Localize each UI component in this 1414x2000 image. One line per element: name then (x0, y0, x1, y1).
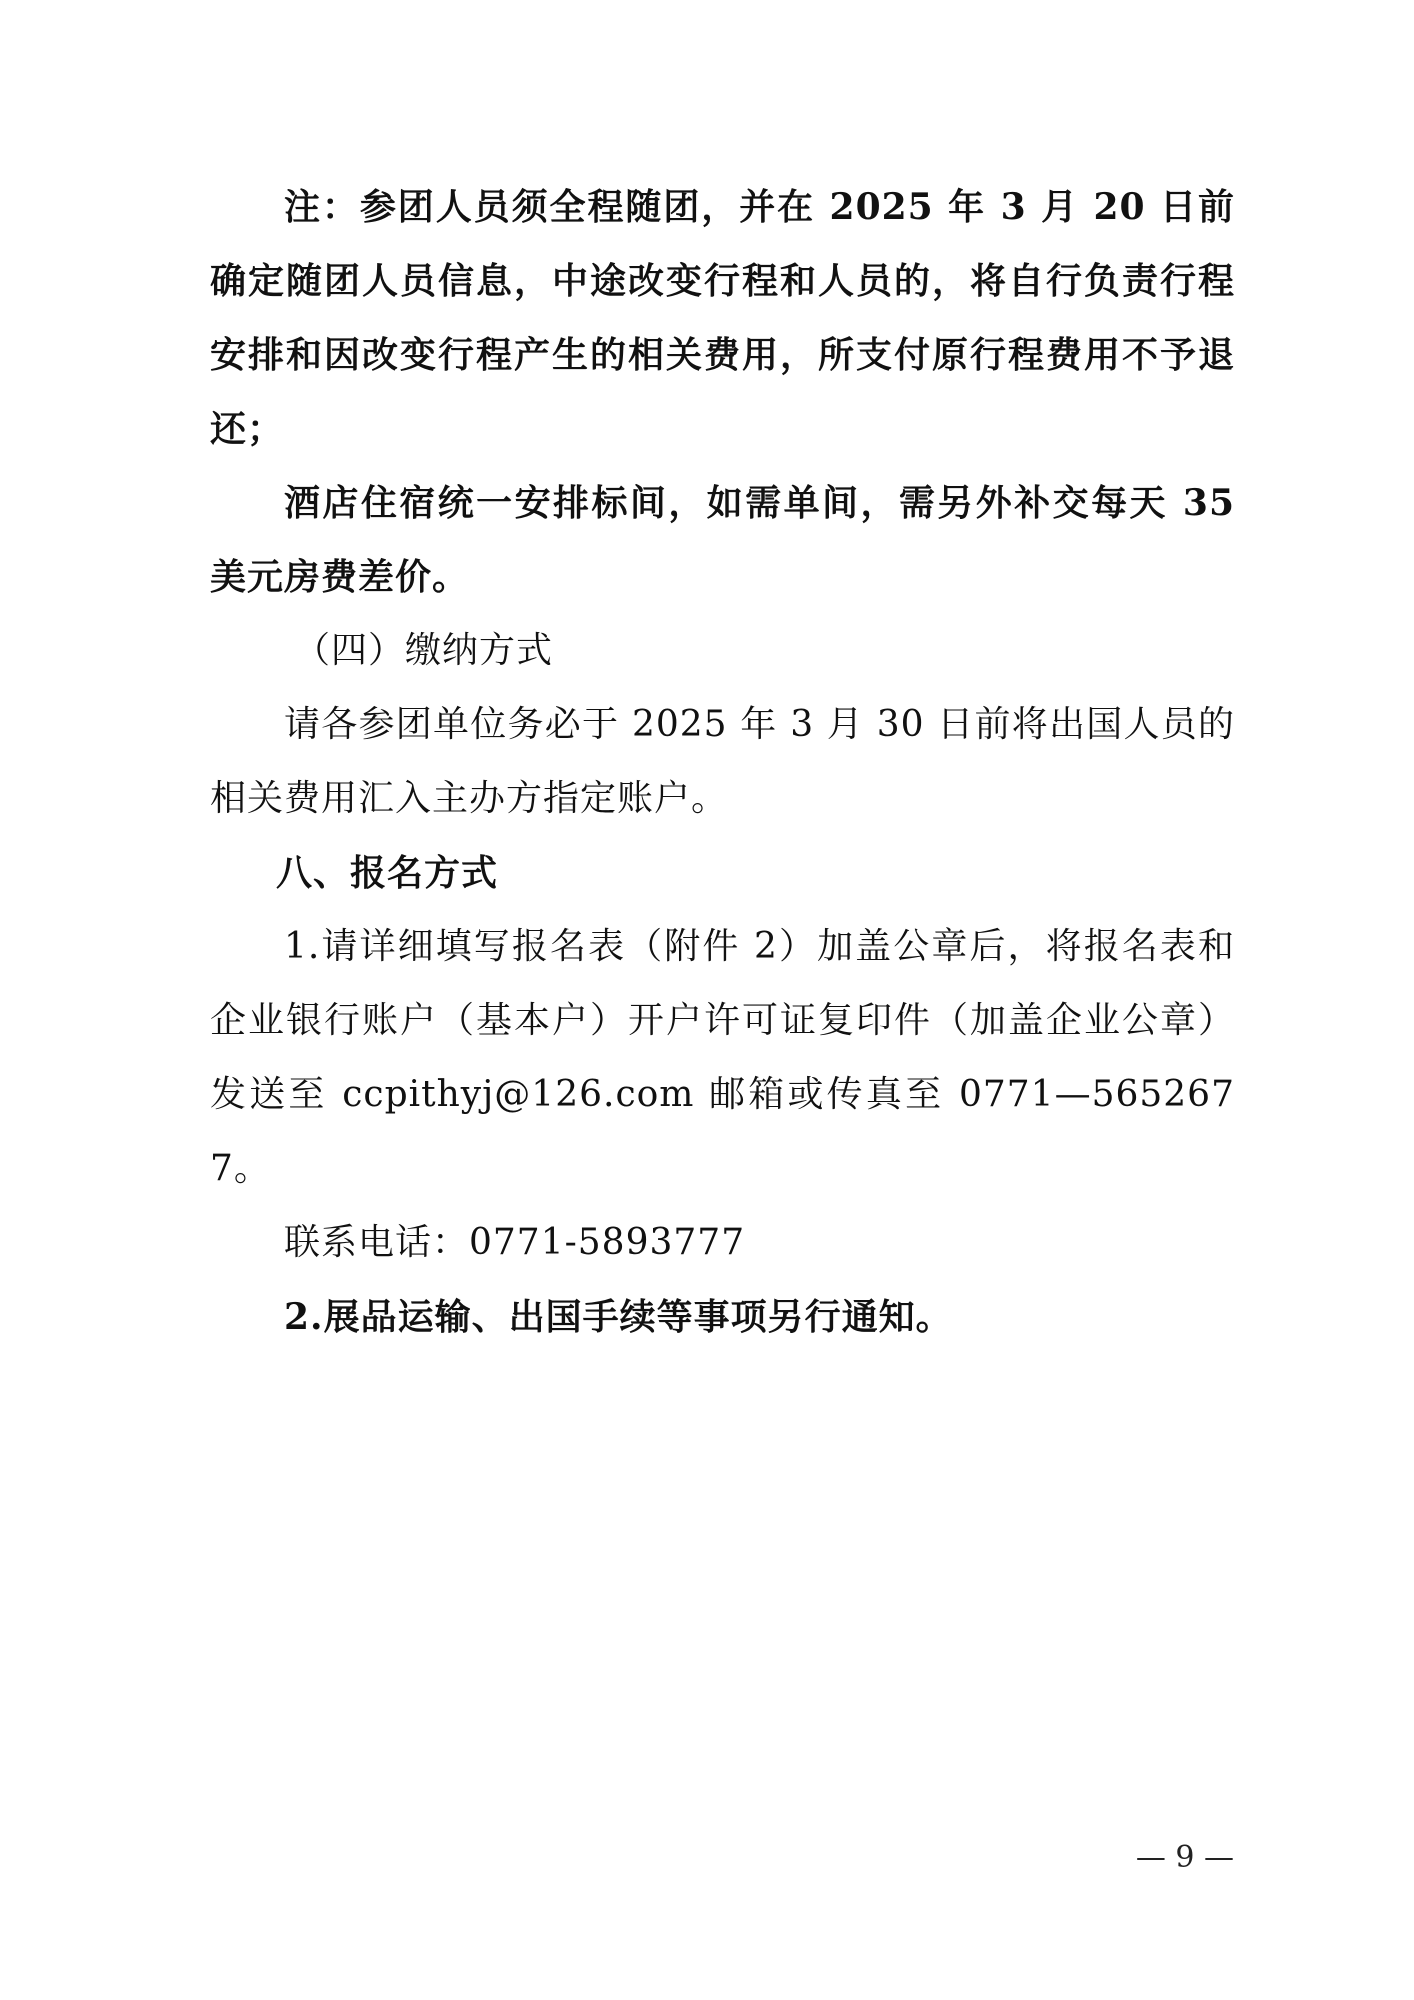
section-8-item-2: 2.展品运输、出国手续等事项另行通知。 (284, 1296, 953, 1338)
note-paragraph-1: 注：参团人员须全程随团，并在 2025 年 3 月 20 日前确定随团人员信息，中途改变行程和人员的，将自行负责行程安排和因改变行程产生的相关费用，所支付原行程费用不予退还； (210, 186, 1235, 450)
contact-phone: 联系电话：0771-5893777 (284, 1222, 746, 1263)
page-number: — 9 — (1135, 1840, 1234, 1875)
section-4-heading: （四）缴纳方式 (294, 630, 554, 671)
section-8-heading: 八、报名方式 (276, 852, 499, 894)
section-4-body: 请各参团单位务必于 2025 年 3 月 30 日前将出国人员的相关费用汇入主办方指定账户。 (210, 704, 1235, 819)
note-paragraph-2: 酒店住宿统一安排标间，如需单间，需另外补交每天 35 美元房费差价。 (210, 482, 1235, 598)
document-body (210, 170, 1235, 1354)
section-8-item-1: 1.请详细填写报名表（附件 2）加盖公章后，将报名表和企业银行账户（基本户）开户许可证复印件（加盖企业公章）发送至 ccpithyj@126.com 邮箱或传真至 0771—5652677。 (210, 926, 1235, 1189)
